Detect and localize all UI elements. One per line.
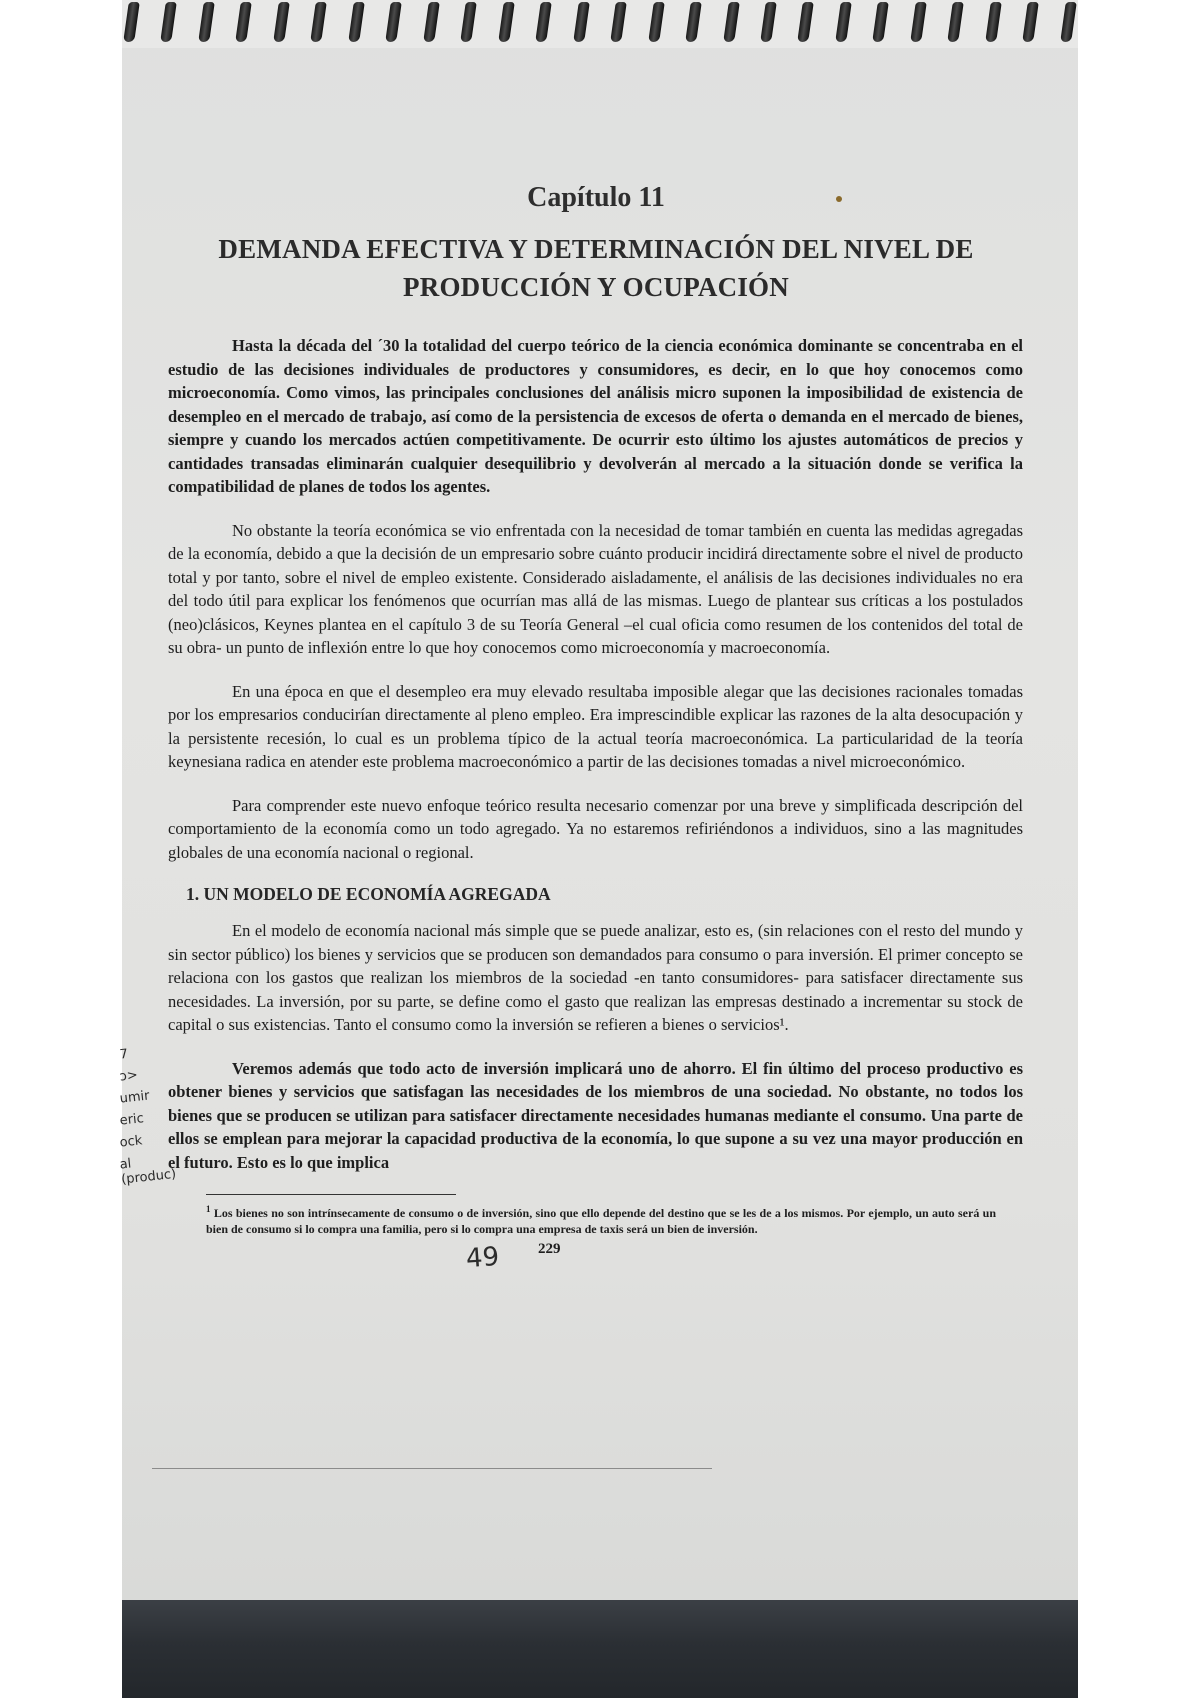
binding-coil [760, 2, 777, 42]
binding-coil [498, 2, 515, 42]
margin-note: umir [118, 1088, 151, 1107]
footnote [206, 1201, 996, 1237]
section-heading: 1. UN MODELO DE ECONOMÍA AGREGADA [186, 884, 551, 904]
binding-coil [985, 2, 1002, 42]
margin-note: al (produc) [118, 1156, 177, 1188]
binding-coil [311, 2, 328, 42]
margin-note: 7 [118, 1046, 129, 1063]
handwritten-page-number: 49 [464, 1241, 501, 1275]
spiral-binding [122, 0, 1078, 48]
binding-coil [123, 2, 140, 42]
margin-notes [118, 1045, 177, 1188]
paragraph-1: Hasta la década del ´30 la totalidad del cuerpo teórico de la ciencia económica dominante se concentraba en el estudio de las decisiones individuales de productores y consumidores, es decir, en lo que hoy conocemos como microeconomía. Como vimos, las principales conclusiones del análisis micro suponen la imposibilidad de existencia de desempleo en el mercado de trabajo, así como de la persistencia de excesos de oferta o demanda en el mercado de bienes, siempre y cuando los mercados actúen competitivamente. De ocurrir esto último los ajustes automáticos de precios y cantidades transadas eliminarán cualquier desequilibrio y devolverán al mercado a la situación donde se verifica la compatibilidad de planes de todos los agentes. [168, 336, 1023, 496]
binding-coil [685, 2, 702, 42]
footnote-marker: 1 [206, 1204, 211, 1214]
binding-coil [610, 2, 627, 42]
chapter-title [146, 230, 1046, 306]
binding-coil [198, 2, 215, 42]
binding-coil [460, 2, 477, 42]
binding-coil [723, 2, 740, 42]
binding-coil [161, 2, 178, 42]
binding-coil [423, 2, 440, 42]
binding-coil [910, 2, 927, 42]
page-number: 229 [538, 1241, 561, 1257]
binding-coil [835, 2, 852, 42]
book-page [118, 0, 1078, 1600]
binding-coil [236, 2, 253, 42]
chapter-label: Capítulo 11 [527, 182, 665, 213]
margin-note: ock [118, 1133, 144, 1151]
binding-coil [1060, 2, 1077, 42]
paragraph-2: No obstante la teoría económica se vio enfrentada con la necesidad de tomar también en cuenta las medidas agregadas de la economía, debido a que la decisión de un empresario sobre cuánto producir incidirá directamente sobre el nivel de producto total y por tanto, sobre el nivel de empleo existente. Considerado aisladamente, el análisis de las decisiones individuales no era del todo útil para explicar los fenómenos que ocurrían mas allá de las mismas. Luego de plantear sus críticas a los postulados (neo)clásicos, Keynes plantea en el capítulo 3 de su Teoría General –el cual oficia como resumen de los contenidos del total de su obra- un punto de inflexión entre lo que hoy conocemos como microeconomía y macroeconomía. [168, 520, 1023, 657]
binding-coil [573, 2, 590, 42]
binding-coil [535, 2, 552, 42]
pencil-line [152, 1468, 712, 1469]
paragraph-4: Para comprender este nuevo enfoque teórico resulta necesario comenzar por una breve y simplificada descripción del comportamiento de la economía como un todo agregado. Ya no estaremos refiriéndonos a individuos, sino a las magnitudes globales de una economía nacional o regional. [168, 795, 1023, 862]
margin-note: ɔ> [118, 1067, 139, 1085]
margin-note: eric [118, 1111, 145, 1129]
binding-coil [948, 2, 965, 42]
page-content [118, 140, 1046, 1281]
footnote-divider [206, 1194, 456, 1195]
binding-coil [1022, 2, 1039, 42]
binding-coil [648, 2, 665, 42]
chapter-title-line-2: PRODUCCIÓN Y OCUPACIÓN [403, 272, 789, 302]
paragraph-3: En una época en que el desempleo era muy elevado resultaba imposible alegar que las decisiones racionales tomadas por los empresarios conducirían directamente al pleno empleo. Era imprescindible explicar las razones de la alta desocupación y la persistente recesión, lo cual es un problema típico de la actual teoría macroeconómica. La particularidad de la teoría keynesiana radica en atender este problema macroeconómico a partir de las decisiones tomadas a nivel microeconómico. [168, 681, 1023, 771]
binding-coil [273, 2, 290, 42]
chapter-title-line-1: DEMANDA EFECTIVA Y DETERMINACIÓN DEL NIVEL DE [218, 234, 974, 264]
section-paragraph-2: Veremos además que todo acto de inversión implicará uno de ahorro. El fin último del proceso productivo es obtener bienes y servicios que satisfagan las necesidades de los miembros de una sociedad. No obstante, no todos los bienes que se producen se utilizan para satisfacer directamente necesidades humanas mediante el consumo. Una parte de ellos se emplean para mejorar la capacidad productiva de la economía, lo que supone a su vez una mayor producción en el futuro. Esto es lo que implica [168, 1058, 1023, 1172]
binding-coil [798, 2, 815, 42]
photo [118, 0, 1078, 1698]
binding-coil [385, 2, 402, 42]
page-footer [146, 1241, 1046, 1281]
binding-coil [873, 2, 890, 42]
footnote-text: Los bienes no son intrínsecamente de consumo o de inversión, sino que ello depende del destino que se les de a los mismos. Por ejemplo, un auto será un bien de consumo si lo compra una familia, pero si lo compra una empresa de taxis será un bien de inversión. [206, 1206, 997, 1236]
binding-coil [348, 2, 365, 42]
section-paragraph-1: En el modelo de economía nacional más simple que se puede analizar, esto es, (sin relaciones con el resto del mundo y sin sector público) los bienes y servicios que se producen son demandados para consumo o para inversión. El primer concepto se relaciona con los gastos que realizan los miembros de la sociedad -en tanto consumidores- para satisfacer directamente sus necesidades. La inversión, por su parte, se define como el gasto que realizan las empresas destinado a incrementar su stock de capital o sus existencias. Tanto el consumo como la inversión se refieren a bienes o servicios¹. [168, 921, 1023, 1034]
